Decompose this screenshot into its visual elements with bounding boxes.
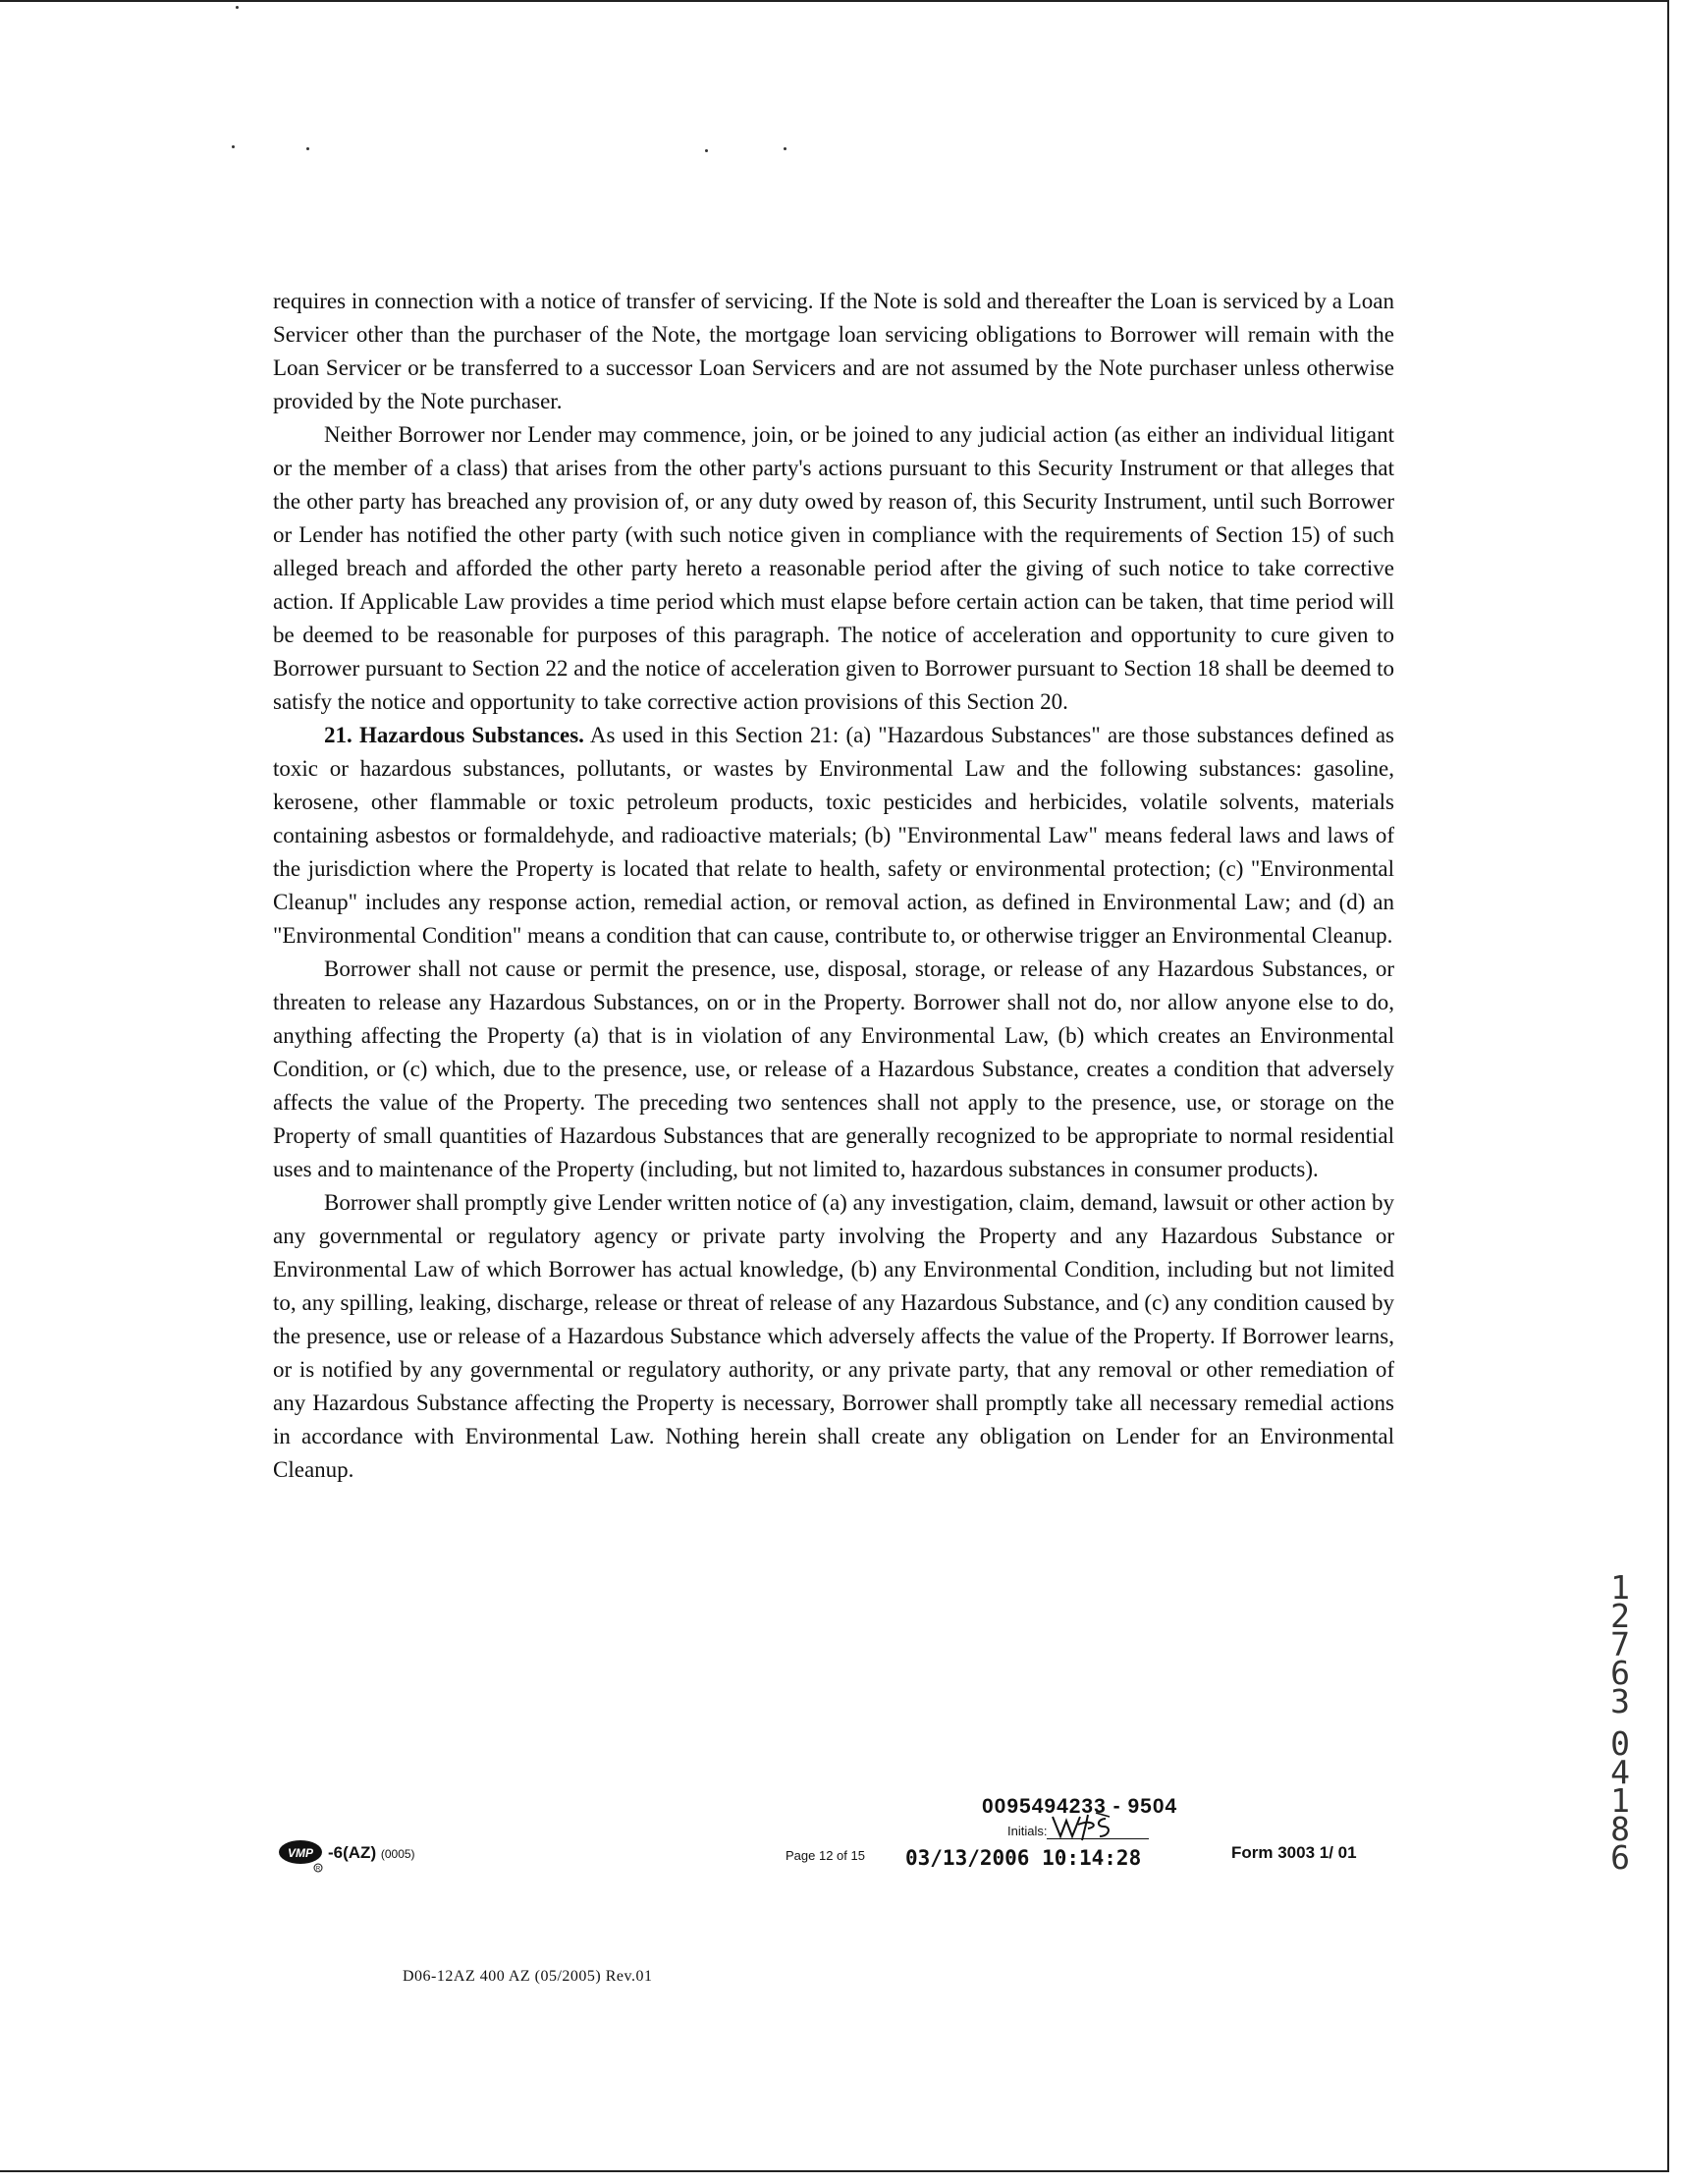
loan-number: 0095494233 - 9504 [982,1795,1178,1818]
paragraph-hazardous-notice: Borrower shall promptly give Lender written notice of (a) any investigation, claim, demand, lawsuit or other action by any governmental or regulatory agency or private party involving the Property and any Hazardous Substance or Environmental Law of which Borrower has actual knowledge, (b) any Environmental Condition, including but not limited to, any spilling, leaking, discharge, release or threat of release of any Hazardous Substance, and (c) any condition caused by the presence, use or release of a Hazardous Substance which adversely affects the value of the Property. If Borrower learns, or is notified by any governmental or regulatory authority, or any private party, that any removal or other remediation of any Hazardous Substance affecting the Property is necessary, Borrower shall promptly take all necessary remedial actions in accordance with Environmental Law. Nothing herein shall create any obligation on Lender for an Environmental Cleanup. [273,1190,1394,1482]
paragraph-section-21 [273,719,1394,953]
form-code [328,1843,415,1863]
side-stamp-digit: 6 [1610,1654,1630,1692]
form-code-main: -6(AZ) [328,1843,377,1862]
svg-text:VMP: VMP [287,1846,314,1860]
svg-text:R: R [315,1866,321,1873]
page-border-bottom [0,2170,1669,2172]
document-code: D06-12AZ 400 AZ (05/2005) Rev.01 [403,1968,653,1985]
side-stamp-number [1602,1568,1638,1877]
timestamp: 03/13/2006 10:14:28 [905,1846,1142,1870]
paragraph-judicial-action: Neither Borrower nor Lender may commence, join, or be joined to any judicial action (as either an individual litigant or the member of a class) that arises from the other party's actions pursuant to this Security Instrument or that alleges that the other party has breached any provision of, or any duty owed by reason of, this Security Instrument, until such Borrower or Lender has notified the other party (with such notice given in compliance with the requirements of Section 15) of such alleged breach and afforded the other party hereto a reasonable period after the giving of such notice to take corrective action. If Applicable Law provides a time period which must elapse before certain action can be taken, that time period will be deemed to be reasonable for purposes of this paragraph. The notice of acceleration and opportunity to cure given to Borrower pursuant to Section 22 and the notice of acceleration given to Borrower pursuant to Section 18 shall be deemed to satisfy the notice and opportunity to take corrective action provisions of this Section 20. [273,422,1394,714]
document-body [273,285,1394,1487]
scan-speck [705,149,708,152]
initials-label: Initials: [1007,1824,1048,1838]
paragraph-servicing-continuation: requires in connection with a notice of transfer of servicing. If the Note is sold and thereafter the Loan is serviced by a Loan Servicer other than the purchaser of the Note, the mortgage loan servicing obligations to Borrower will remain with the Loan Servicer or be transferred to a successor Loan Servicers and are not assumed by the Note purchaser unless otherwise provided by the Note purchaser. [273,289,1394,413]
scan-speck [784,147,786,150]
initials-signature-icon [1049,1811,1157,1842]
page-border-top [0,0,1669,2]
side-stamp-digit: 1 [1610,1781,1630,1820]
side-stamp-digit: 2 [1610,1597,1630,1635]
form-code-suffix: (0005) [380,1847,415,1861]
paragraph-hazardous-restrictions: Borrower shall not cause or permit the presence, use, disposal, storage, or release of any Hazardous Substances, or threaten to release any Hazardous Substances, on or in the Property. Borrower shall not do, nor allow anyone else to do, anything affecting the Property (a) that is in violation of any Environmental Law, (b) which creates an Environmental Condition, or (c) which, due to the presence, use, or release of a Hazardous Substance, creates a condition that adversely affects the value of the Property. The preceding two sentences shall not apply to the presence, use, or storage on the Property of small quantities of Hazardous Substances that are generally recognized to be appropriate to normal residential uses and to maintenance of the Property (including, but not limited to, hazardous substances in consumer products). [273,956,1394,1181]
section-21-heading: 21. Hazardous Substances. [324,723,584,747]
side-stamp-digit: 7 [1610,1625,1630,1664]
page-indicator: Page 12 of 15 [786,1848,865,1863]
side-stamp-digit: 6 [1610,1838,1630,1877]
side-stamp-digit: 1 [1610,1568,1630,1607]
section-21-text: As used in this Section 21: (a) "Hazardous Substances" are those substances defined as toxic or hazardous substances, pollutants, or wastes by Environmental Law and the following substances: gasoline, kerosene, other flammable or toxic petroleum products, toxic pesticides and herbicides, volatile solvents, materials containing asbestos or formaldehyde, and radioactive materials; (b) "Environmental Law" means federal laws and laws of the jurisdiction where the Property is located that relate to health, safety or environmental protection; (c) "Environmental Cleanup" includes any response action, remedial action, or removal action, as defined in Environmental Law; and (d) an "Environmental Condition" means a condition that can cause, contribute to, or otherwise trigger an Environmental Cleanup. [273,723,1394,948]
scan-speck [232,145,235,148]
scan-speck [306,147,309,150]
side-stamp-digit: 0 [1610,1724,1630,1763]
page-border-right [1667,0,1669,2172]
scan-speck [236,6,239,9]
vmp-logo-icon [277,1838,332,1874]
side-stamp-digit: 8 [1610,1810,1630,1848]
side-stamp-digit: 3 [1610,1682,1630,1720]
side-stamp-digit: 4 [1610,1753,1630,1791]
form-number: Form 3003 1/ 01 [1231,1843,1357,1862]
